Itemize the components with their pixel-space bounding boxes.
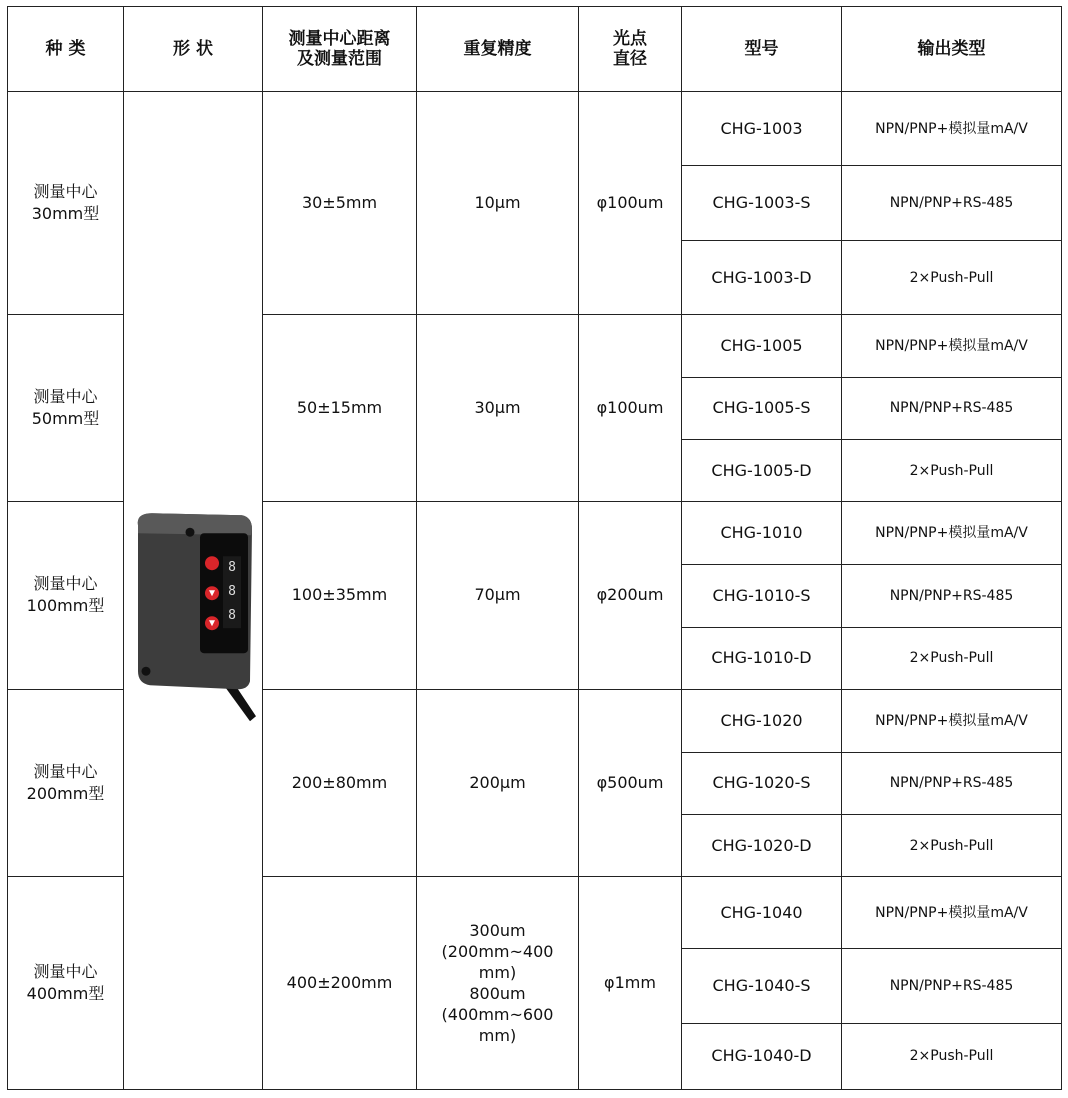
- header-type: 种 类: [8, 7, 124, 92]
- type-cell: 测量中心 200mm型: [8, 689, 124, 877]
- model-cell: CHG-1040: [682, 877, 842, 949]
- repeat-cell: 300um (200mm~400 mm) 800um (400mm~600 mm): [417, 877, 579, 1090]
- output-cell: 2×Push-Pull: [842, 815, 1062, 877]
- table-row: [8, 92, 1062, 166]
- output-cell: 2×Push-Pull: [842, 627, 1062, 689]
- spot-cell: φ1mm: [579, 877, 682, 1090]
- sensor-product-image: [130, 511, 256, 721]
- output-cell: 2×Push-Pull: [842, 241, 1062, 314]
- output-cell: 2×Push-Pull: [842, 1023, 1062, 1089]
- model-cell: CHG-1040-D: [682, 1023, 842, 1089]
- distance-cell: 400±200mm: [263, 877, 417, 1090]
- spot-cell: φ200um: [579, 502, 682, 690]
- header-row: [8, 7, 1062, 92]
- shape-cell: [124, 92, 263, 1090]
- spec-body: [8, 92, 1062, 1090]
- distance-cell: 200±80mm: [263, 689, 417, 877]
- model-cell: CHG-1010: [682, 502, 842, 565]
- repeat-cell: 10μm: [417, 92, 579, 315]
- output-cell: NPN/PNP+RS-485: [842, 166, 1062, 241]
- output-cell: NPN/PNP+模拟量mA/V: [842, 502, 1062, 565]
- model-cell: CHG-1020-S: [682, 752, 842, 814]
- type-cell: 测量中心 50mm型: [8, 314, 124, 502]
- display-digit: 8: [228, 607, 236, 623]
- repeat-cell: 70μm: [417, 502, 579, 690]
- output-cell: NPN/PNP+RS-485: [842, 752, 1062, 814]
- model-cell: CHG-1010-D: [682, 627, 842, 689]
- model-cell: CHG-1003: [682, 92, 842, 166]
- distance-cell: 100±35mm: [263, 502, 417, 690]
- model-cell: CHG-1003-S: [682, 166, 842, 241]
- model-cell: CHG-1005: [682, 314, 842, 377]
- output-cell: NPN/PNP+模拟量mA/V: [842, 92, 1062, 166]
- type-cell: 测量中心 30mm型: [8, 92, 124, 315]
- mount-hole-icon: [186, 527, 195, 536]
- spec-table: [7, 6, 1062, 1090]
- repeat-cell: 200μm: [417, 689, 579, 877]
- model-cell: CHG-1020: [682, 689, 842, 752]
- mount-hole-icon: [142, 666, 151, 675]
- model-cell: CHG-1010-S: [682, 565, 842, 627]
- model-cell: CHG-1040-S: [682, 949, 842, 1023]
- output-cell: NPN/PNP+RS-485: [842, 377, 1062, 439]
- header-output: 输出类型: [842, 7, 1062, 92]
- mode-button-icon: [205, 556, 219, 570]
- spot-cell: φ100um: [579, 314, 682, 502]
- type-cell: 测量中心 400mm型: [8, 877, 124, 1090]
- output-cell: NPN/PNP+模拟量mA/V: [842, 877, 1062, 949]
- output-cell: NPN/PNP+RS-485: [842, 565, 1062, 627]
- header-model: 型号: [682, 7, 842, 92]
- model-cell: CHG-1005-D: [682, 440, 842, 502]
- distance-cell: 30±5mm: [263, 92, 417, 315]
- output-cell: NPN/PNP+RS-485: [842, 949, 1062, 1023]
- output-cell: 2×Push-Pull: [842, 440, 1062, 502]
- header-spot: 光点 直径: [579, 7, 682, 92]
- repeat-cell: 30μm: [417, 314, 579, 502]
- spot-cell: φ500um: [579, 689, 682, 877]
- model-cell: CHG-1005-S: [682, 377, 842, 439]
- output-cell: NPN/PNP+模拟量mA/V: [842, 689, 1062, 752]
- spot-cell: φ100um: [579, 92, 682, 315]
- output-cell: NPN/PNP+模拟量mA/V: [842, 314, 1062, 377]
- header-distance: 测量中心距离 及测量范围: [263, 7, 417, 92]
- model-cell: CHG-1003-D: [682, 241, 842, 314]
- model-cell: CHG-1020-D: [682, 815, 842, 877]
- header-shape: 形 状: [124, 7, 263, 92]
- distance-cell: 50±15mm: [263, 314, 417, 502]
- header-repeat: 重复精度: [417, 7, 579, 92]
- display-digit: 8: [228, 559, 236, 575]
- display-digit: 8: [228, 583, 236, 599]
- type-cell: 测量中心 100mm型: [8, 502, 124, 690]
